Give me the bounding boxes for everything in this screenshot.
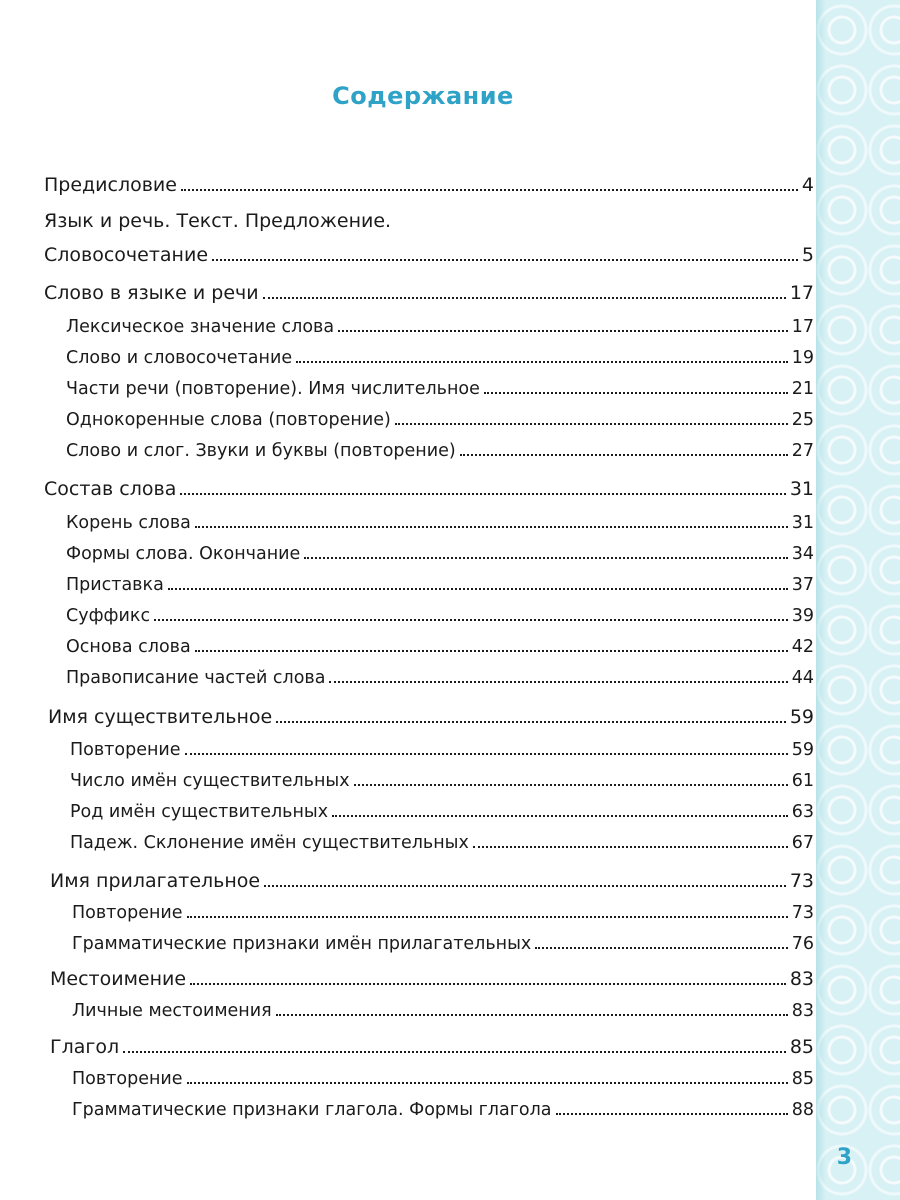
toc-entry [48,702,814,728]
leader-dots [276,1014,788,1016]
toc-entry-label: Местоимение [50,968,187,990]
toc-entry [72,928,814,954]
toc-entry-label: Правописание частей слова [66,668,326,688]
toc-entry-label: Суффикс [66,606,151,626]
toc-entry-label: Словосочетание [44,244,209,266]
toc-entry [66,373,814,399]
toc-entry-page: 63 [791,802,814,822]
leader-dots [212,259,798,261]
toc-entry [66,404,814,430]
leader-dots [190,983,786,985]
toc-entry [72,897,814,923]
toc-entry-page: 59 [789,706,814,728]
toc-entry-page: 5 [801,244,814,266]
toc-entry [66,631,814,657]
toc-entry-page: 19 [791,348,814,368]
toc-entry-label: Падеж. Склонение имён существительных [70,833,469,853]
toc-entry-label: Личные местоимения [72,1001,272,1021]
toc-entry [50,964,814,990]
toc-entry [70,827,814,853]
toc-entry-label: Лексическое значение слова [66,317,335,337]
toc-entry-page: 83 [791,1001,814,1021]
toc-entry-label: Основа слова [66,637,191,657]
toc-entry-label: Формы слова. Окончание [66,544,301,564]
toc-entry [70,734,814,760]
toc-entry [50,866,814,892]
toc-entry-label: Слово и словосочетание [66,348,293,368]
toc-entry-label: Части речи (повторение). Имя числительное [66,379,480,399]
toc-entry [72,1094,814,1120]
leader-dots [354,784,788,786]
toc-entry-page: 31 [791,513,814,533]
leader-dots [338,330,788,332]
toc-entry-label: Приставка [66,575,164,595]
toc-entry [66,435,814,461]
leader-dots [556,1113,788,1115]
toc-entry-page: 4 [801,174,814,196]
leader-dots [473,846,788,848]
toc-entry-label: Слово в языке и речи [44,282,259,304]
toc-entry-page: 17 [791,317,814,337]
toc-entry-label: Корень слова [66,513,191,533]
toc-entry-page: 42 [791,637,814,657]
toc-entry [66,507,814,533]
leader-dots [154,619,788,621]
leader-dots [263,297,786,299]
leader-dots [181,189,798,191]
toc-entry-label: Повторение [70,740,181,760]
toc-entry-label: Глагол [50,1036,120,1058]
toc-entry-page: 27 [791,441,814,461]
leader-dots [168,588,788,590]
toc-entry [44,170,814,196]
toc-entry-label: Состав слова [44,478,177,500]
decorative-side-band [816,0,900,1200]
toc-entry [66,342,814,368]
toc-entry [44,474,814,500]
leader-dots [535,947,787,949]
toc-entry-page: 73 [791,903,814,923]
toc-entry-page: 85 [789,1036,814,1058]
leader-dots [276,721,786,723]
leader-dots [329,681,787,683]
toc-entry [70,765,814,791]
toc-entry [66,662,814,688]
leader-dots [332,815,788,817]
toc-entry-label: Предисловие [44,174,177,196]
toc-entry-label: Слово и слог. Звуки и буквы (повторение) [66,441,456,461]
toc-entry [66,569,814,595]
leader-dots [484,392,788,394]
toc-entry [66,600,814,626]
leader-dots [187,1082,788,1084]
page-title: Содержание [332,82,514,110]
leader-dots [395,423,788,425]
toc-entry-label: Повторение [72,1069,183,1089]
toc-entry [70,796,814,822]
leader-dots [195,650,788,652]
toc-entry-page: 25 [791,410,814,430]
toc-entry-label: Однокоренные слова (повторение) [66,410,391,430]
toc-entry-page: 83 [789,968,814,990]
toc-entry-page: 73 [789,870,814,892]
toc-entry-page: 76 [791,934,814,954]
toc-entry [66,311,814,337]
toc-entry-label: Род имён существительных [70,802,329,822]
toc-entry-page: 85 [791,1069,814,1089]
toc-entry [72,1063,814,1089]
toc-entry-page: 21 [791,379,814,399]
toc-entry-page: 17 [789,282,814,304]
toc-entry-page: 37 [791,575,814,595]
toc-entry-label-line1: Язык и речь. Текст. Предложение. [44,210,392,232]
leader-dots [187,916,788,918]
toc-entry-page: 44 [791,668,814,688]
toc-entry-page: 61 [791,771,814,791]
toc-entry-label: Грамматические признаки имён прилагательных [72,934,532,954]
toc-entry-label: Повторение [72,903,183,923]
toc-entry-label: Число имён существительных [70,771,350,791]
toc-entry-page: 39 [791,606,814,626]
toc-entry-page: 59 [791,740,814,760]
leader-dots [185,753,788,755]
leader-dots [123,1051,786,1053]
toc-entry [66,538,814,564]
toc-entry-page: 34 [791,544,814,564]
leader-dots [296,361,788,363]
leader-dots [460,454,788,456]
toc-entry-label: Грамматические признаки глагола. Формы глагола [72,1100,552,1120]
toc-entry [44,240,814,266]
page-number: 3 [836,1145,852,1170]
toc-entry [44,278,814,304]
toc-entry [50,1032,814,1058]
toc-entry [72,995,814,1021]
toc-entry-label: Имя существительное [48,706,273,728]
leader-dots [304,557,787,559]
toc-entry-label: Имя прилагательное [50,870,261,892]
toc-entry-page: 31 [789,478,814,500]
leader-dots [264,885,786,887]
leader-dots [195,526,788,528]
toc-entry-page: 67 [791,833,814,853]
leader-dots [180,493,785,495]
toc-entry-page: 88 [791,1100,814,1120]
